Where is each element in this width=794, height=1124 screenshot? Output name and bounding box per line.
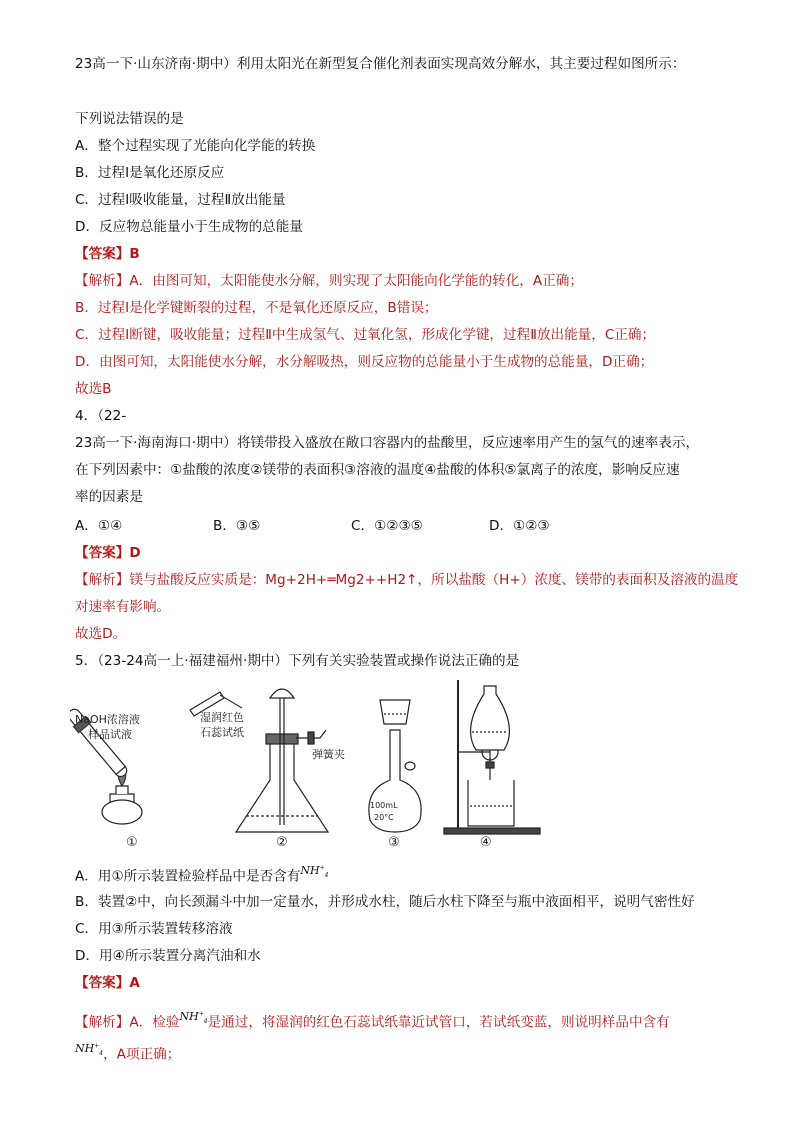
q3-answer: 【答案】B xyxy=(75,246,140,262)
q5-analysis-part-c: ，A项正确； xyxy=(103,1046,181,1063)
nh4-base-3: NH xyxy=(75,1041,95,1055)
q4-option-a: A．①④ xyxy=(75,518,123,534)
q3-prompt: 下列说法错误的是 xyxy=(75,111,184,127)
nh4-formula-3 xyxy=(75,1042,103,1055)
nh4-sup-2: + xyxy=(198,1010,204,1017)
q5-answer: 【答案】A xyxy=(75,975,140,991)
label-num-3: ③ xyxy=(388,835,400,850)
q3-analysis-line-3: C．过程Ⅰ断键，吸收能量；过程Ⅱ中生成氢气、过氧化氢，形成化学键，过程Ⅱ放出能量，C正确； xyxy=(75,327,656,343)
q5-analysis-part-b: 是通过，将湿润的红色石蕊试纸靠近试管口，若试纸变蓝，则说明样品中含有 xyxy=(207,1014,670,1031)
label-flask-temp: 20°C xyxy=(374,813,394,822)
q4-answer: 【答案】D xyxy=(75,545,141,561)
q4-stem-line-1: 23高一下·海南海口·期中）将镁带投入盛放在敞口容器内的盐酸里，反应速率用产生的氢气的速率表示， xyxy=(75,435,700,451)
q5-option-c: C．用③所示装置转移溶液 xyxy=(75,921,233,937)
q4-conclusion: 故选D。 xyxy=(75,626,127,642)
nh4-base: NH xyxy=(300,863,320,877)
label-num-4: ④ xyxy=(480,835,492,850)
q3-analysis-line-1: 【解析】A．由图可知，太阳能使水分解，则实现了太阳能向化学能的转化，A正确； xyxy=(75,273,583,289)
q4-number: 4．（22- xyxy=(75,408,127,424)
q5-analysis-part-a: 【解析】A．检验 xyxy=(75,1014,180,1031)
label-flask-volume: 100mL xyxy=(370,801,398,810)
label-num-2: ② xyxy=(276,835,288,850)
label-litmus-1: 湿润红色 xyxy=(200,711,244,724)
q3-option-a: A．整个过程实现了光能向化学能的转换 xyxy=(75,138,316,154)
q4-option-d: D．①②③ xyxy=(489,518,550,534)
label-naoh: NaOH浓溶液 xyxy=(75,713,140,726)
apparatus-1-heating-test-tube xyxy=(70,692,244,850)
q3-analysis-line-2: B．过程Ⅰ是化学键断裂的过程，不是氧化还原反应，B错误； xyxy=(75,300,438,316)
nh4-sub-3: 4 xyxy=(99,1049,104,1057)
q3-option-b: B．过程Ⅰ是氧化还原反应 xyxy=(75,165,225,181)
label-num-1: ① xyxy=(126,835,138,850)
q4-stem-line-2: 在下列因素中：①盐酸的浓度②镁带的表面积③溶液的温度④盐酸的体积⑤氯离子的浓度，影响反应速 xyxy=(75,462,680,478)
nh4-formula xyxy=(300,864,328,877)
q4-analysis-line-2: 对速率有影响。 xyxy=(75,599,171,615)
q4-option-b: B．③⑤ xyxy=(213,518,261,534)
nh4-sup-3: + xyxy=(94,1042,100,1049)
label-clamp: 弹簧夹 xyxy=(312,748,345,761)
q5-option-b: B．装置②中，向长颈漏斗中加一定量水，并形成水柱，随后水柱下降至与瓶中液面相平，说明气密性好 xyxy=(75,894,695,910)
q5-analysis-line-1 xyxy=(75,1009,670,1038)
q4-option-c: C．①②③⑤ xyxy=(351,518,423,534)
q5-stem: 5．（23-24高一上·福建福州·期中）下列有关实验装置或操作说法正确的是 xyxy=(75,653,520,669)
apparatus-3-volumetric-flask xyxy=(369,700,421,850)
q5-analysis-line-2 xyxy=(75,1041,181,1070)
label-sample: 样品试液 xyxy=(88,728,132,741)
q4-stem-line-3: 率的因素是 xyxy=(75,489,143,505)
label-litmus-2: 石蕊试纸 xyxy=(200,726,244,739)
q4-analysis-line-1: 【解析】镁与盐酸反应实质是：Mg+2H+═Mg2++H2↑，所以盐酸（H+）浓度、镁带的表面积及溶液的温度 xyxy=(75,572,739,588)
nh4-sub-2: 4 xyxy=(203,1017,208,1025)
apparatus-figure xyxy=(70,680,730,850)
q5-option-a-text: A．用①所示装置检验样品中是否含有 xyxy=(75,868,301,885)
nh4-sub: 4 xyxy=(324,871,329,879)
nh4-formula-2 xyxy=(179,1010,207,1023)
q3-header: 23高一下·山东济南·期中）利用太阳光在新型复合催化剂表面实现高效分解水，其主要过程如图所示： xyxy=(75,56,686,72)
q5-option-d: D．用④所示装置分离汽油和水 xyxy=(75,948,261,964)
apparatus-4-separatory-funnel xyxy=(444,680,540,850)
q3-analysis-line-4: D．由图可知，太阳能使水分解，水分解吸热，则反应物的总能量小于生成物的总能量，D正确； xyxy=(75,354,654,370)
q3-option-d: D．反应物总能量小于生成物的总能量 xyxy=(75,219,303,235)
q3-conclusion: 故选B xyxy=(75,381,112,397)
q3-option-c: C．过程Ⅰ吸收能量，过程Ⅱ放出能量 xyxy=(75,192,286,208)
nh4-sup: + xyxy=(319,864,325,871)
q5-option-a xyxy=(75,863,329,892)
nh4-base-2: NH xyxy=(179,1009,199,1023)
apparatus-2-airtightness xyxy=(236,689,345,850)
